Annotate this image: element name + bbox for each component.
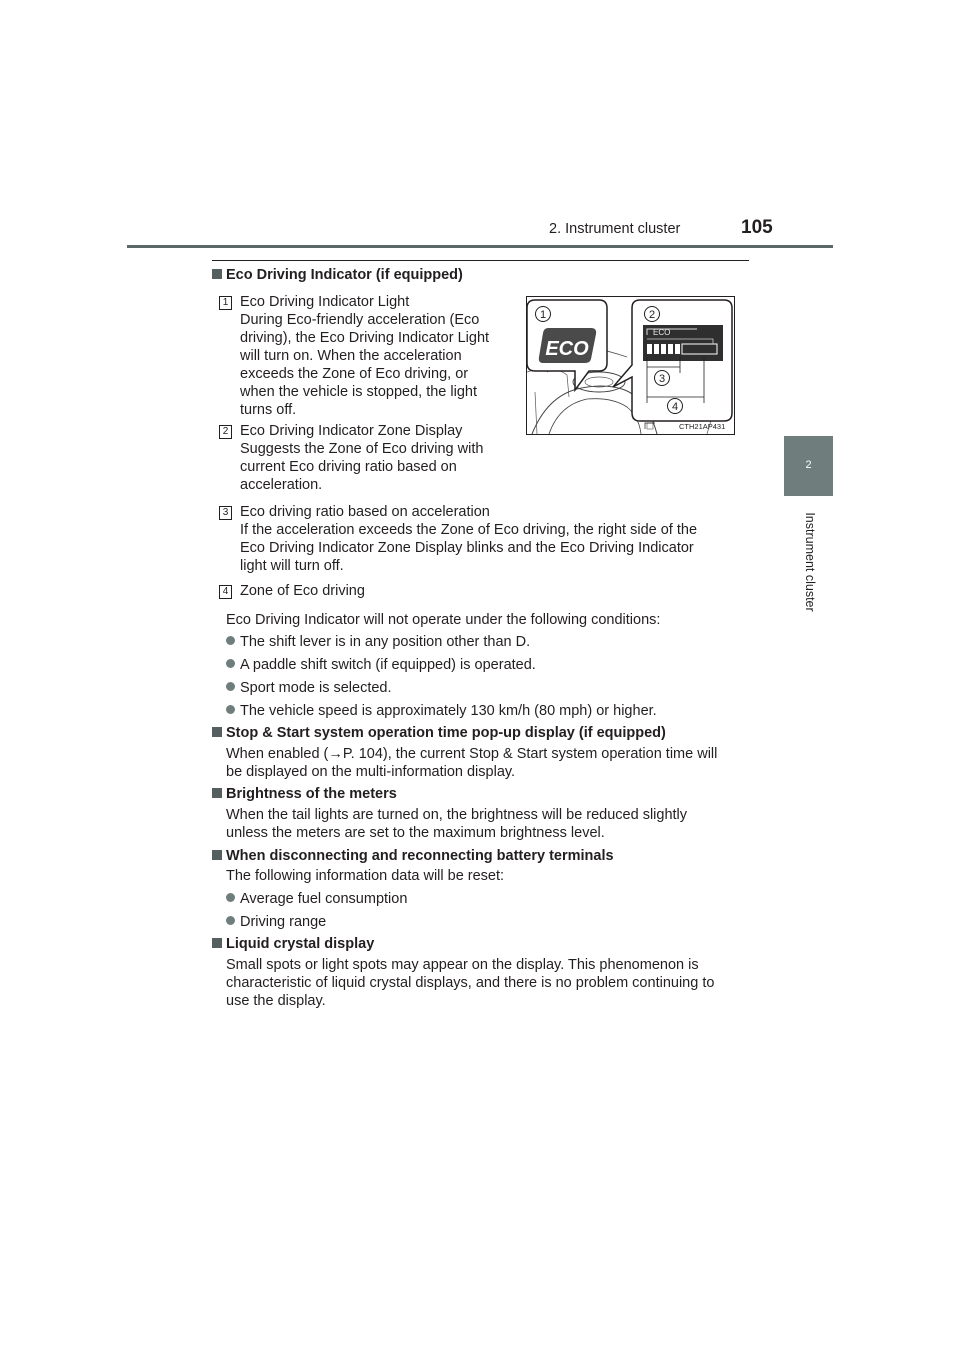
bullet-icon	[226, 636, 235, 645]
condition-item: A paddle shift switch (if equipped) is operated.	[226, 656, 536, 674]
stop-start-text: When enabled (→P. 104), the current Stop & Start system operation time will be displayed on the multi-information display.	[226, 746, 718, 780]
condition-item: The shift lever is in any position other than D.	[226, 633, 530, 651]
item-title-1: Eco Driving Indicator Light	[240, 294, 410, 310]
item-number-4: 4	[219, 585, 232, 599]
section-title: 2. Instrument cluster	[549, 221, 681, 237]
item-number-1: 1	[219, 296, 232, 310]
item-number-3: 3	[219, 506, 232, 520]
item-desc-3: If the acceleration exceeds the Zone of Eco driving, the right side of the Eco Driving Indicator Zone Display blinks and the Eco Driving Indicator light will turn off.	[240, 522, 698, 574]
chapter-tab[interactable]	[784, 436, 833, 496]
bullet-icon	[226, 916, 235, 925]
bullet-icon	[226, 659, 235, 668]
brightness-text: When the tail lights are turned on, the brightness will be reduced slightly unless the meters are set to the maximum brightness level.	[226, 807, 688, 841]
battery-intro: The following information data will be reset:	[226, 868, 505, 884]
bullet-icon	[226, 705, 235, 714]
callout-3: 3	[658, 373, 666, 385]
bullet-icon	[226, 893, 235, 902]
item-title-3: Eco driving ratio based on acceleration	[240, 504, 490, 520]
eco-badge: ECO	[545, 338, 589, 360]
item-title-2: Eco Driving Indicator Zone Display	[240, 423, 463, 439]
callout-1: 1	[539, 309, 547, 321]
section-square-icon	[212, 788, 222, 798]
lcd-text: Small spots or light spots may appear on the display. This phenomenon is characteristic of liquid crystal displays, and there is no problem continuing to use the display.	[226, 957, 715, 1009]
section-square-icon	[212, 850, 222, 860]
chapter-number: 2	[805, 459, 812, 471]
item-desc-2: Suggests the Zone of Eco driving with current Eco driving ratio based on acceleration.	[240, 441, 484, 493]
brightness-heading: Brightness of the meters	[212, 785, 397, 803]
battery-item: Driving range	[226, 913, 326, 931]
stop-start-heading: Stop & Start system operation time pop-up display (if equipped)	[212, 724, 666, 742]
section-rule	[212, 260, 749, 261]
section-square-icon	[212, 727, 222, 737]
lcd-heading: Liquid crystal display	[212, 935, 374, 953]
eco-indicator-illustration	[526, 296, 735, 435]
battery-heading: When disconnecting and reconnecting battery terminals	[212, 847, 614, 865]
page-number: 105	[741, 217, 773, 238]
item-number-2: 2	[219, 425, 232, 439]
battery-item: Average fuel consumption	[226, 890, 407, 908]
section-square-icon	[212, 269, 222, 279]
bullet-icon	[226, 682, 235, 691]
conditions-intro: Eco Driving Indicator will not operate under the following conditions:	[226, 612, 661, 628]
condition-item: The vehicle speed is approximately 130 km/h (80 mph) or higher.	[226, 702, 657, 720]
callout-4: 4	[671, 401, 679, 413]
figure-code: CTH21AP431	[679, 422, 726, 431]
item-title-4: Zone of Eco driving	[240, 583, 365, 599]
header-rule	[127, 245, 833, 248]
chapter-side-label: Instrument cluster	[803, 512, 817, 612]
callout-2: 2	[648, 309, 656, 321]
dashboard-drawing	[527, 297, 734, 434]
eco-heading: Eco Driving Indicator (if equipped)	[212, 266, 463, 284]
display-eco-label: ECO	[653, 328, 671, 337]
section-square-icon	[212, 938, 222, 948]
condition-item: Sport mode is selected.	[226, 679, 392, 697]
item-desc-1: During Eco-friendly acceleration (Eco driving), the Eco Driving Indicator Light will turn on. When the acceleration exceeds the Zone of Eco driving, or when the vehicle is stopped, the light turns off.	[240, 312, 490, 418]
